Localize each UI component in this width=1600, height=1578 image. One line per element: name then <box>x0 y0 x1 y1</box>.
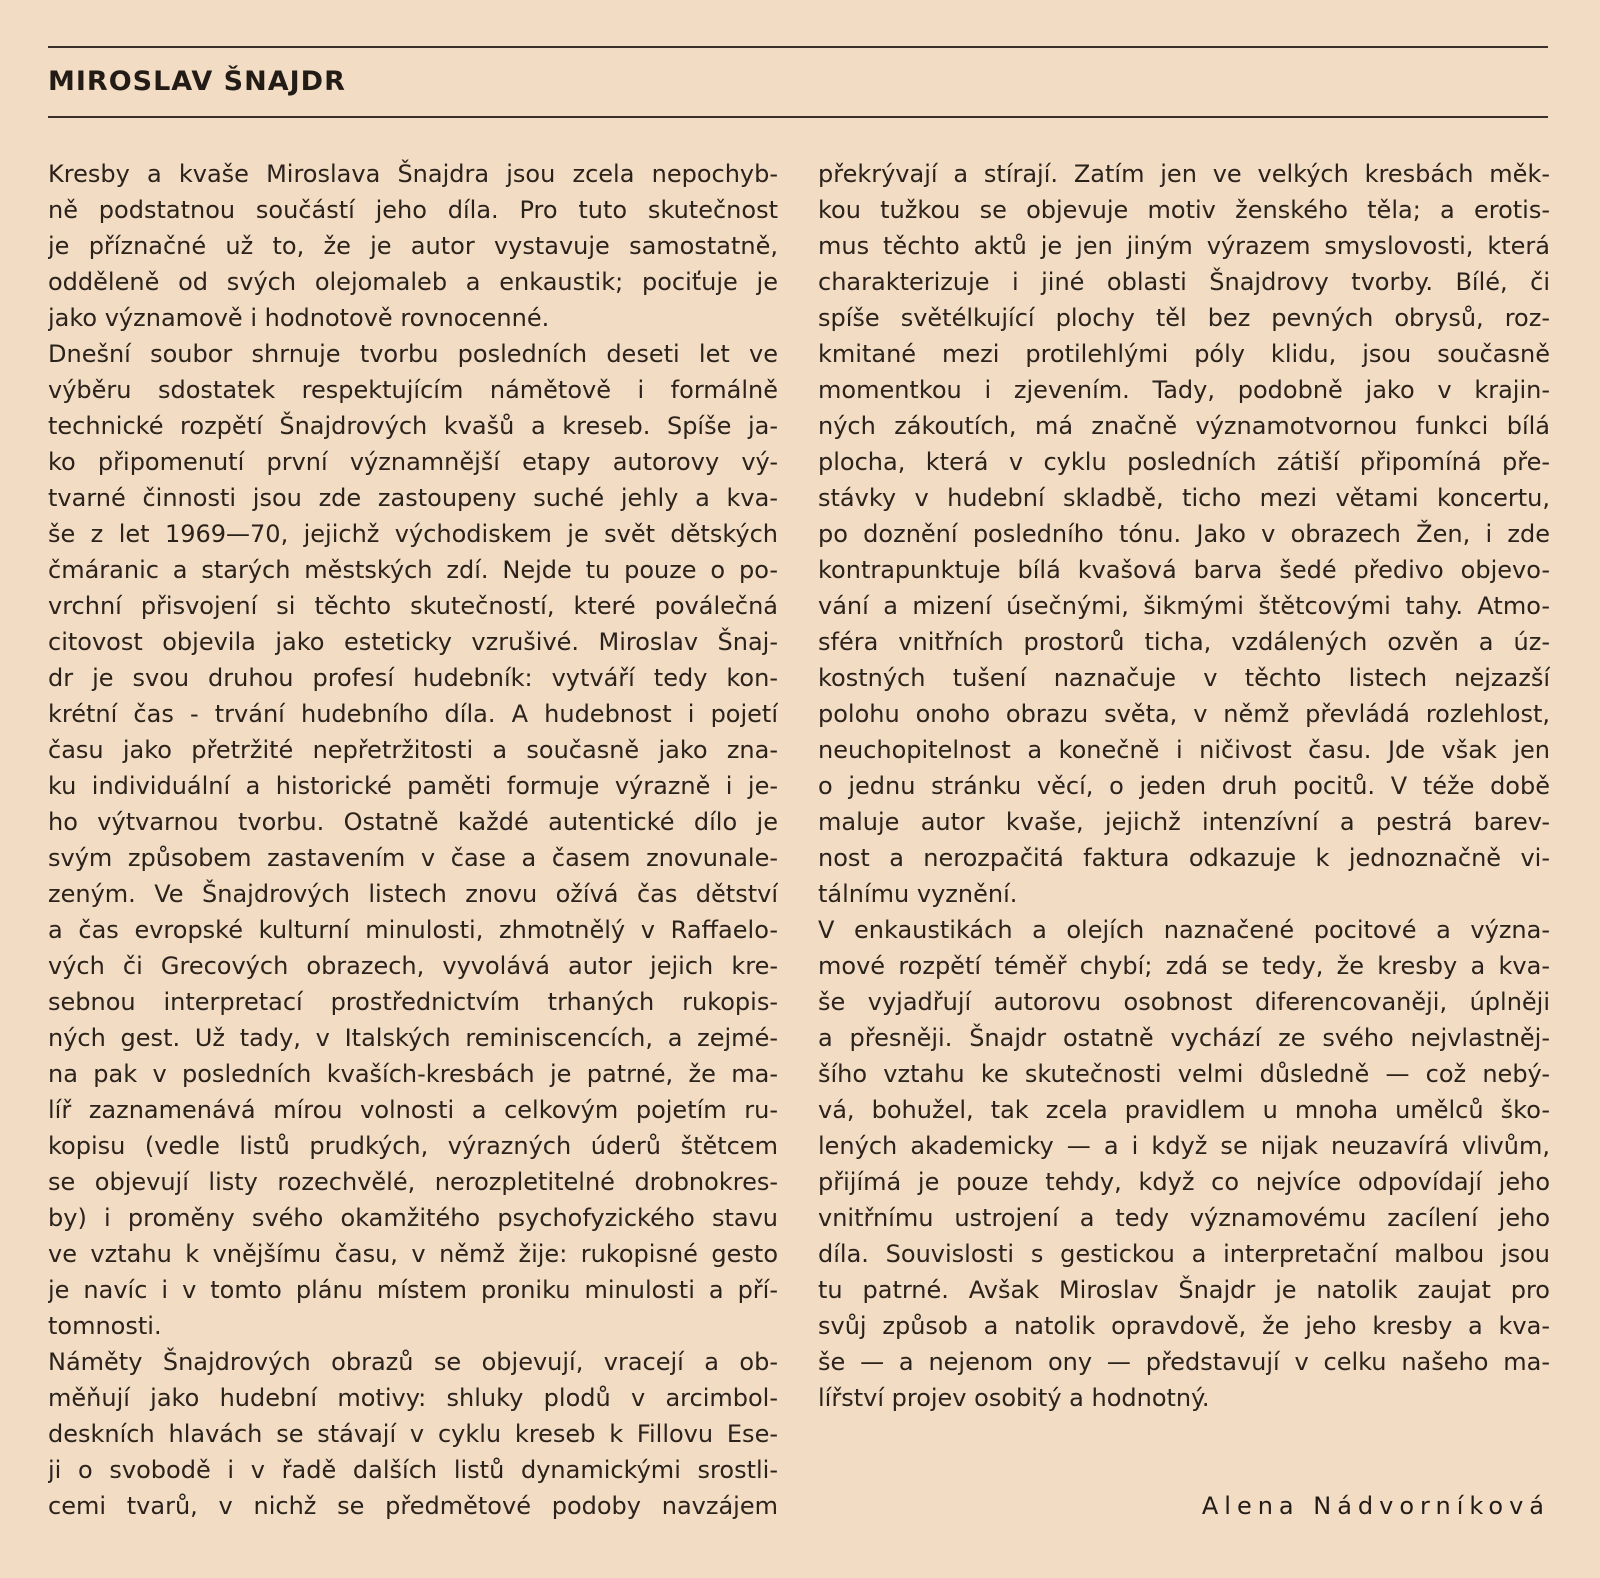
text-line: odděleně od svých olejomaleb a enkaustik; pociťuje je <box>48 268 778 296</box>
text-line: maluje autor kvaše, jejichž intenzívní a pestrá barev- <box>818 808 1550 836</box>
text-line: ných zákoutích, má značně významotvornou funkci bílá <box>818 412 1550 440</box>
text-line: stávky v hudební skladbě, ticho mezi větami koncertu, <box>818 484 1550 512</box>
text-line: kmitané mezi protilehlými póly klidu, jsou současně <box>818 340 1550 368</box>
text-line: lířství projev osobitý a hodnotný. <box>818 1384 1210 1412</box>
text-line: díla. Souvislosti s gestickou a interpretační malbou jsou <box>818 1240 1550 1268</box>
text-line: ně podstatnou součástí jeho díla. Pro tuto skutečnost <box>48 196 778 224</box>
text-line: Náměty Šnajdrových obrazů se objevují, vracejí a ob- <box>48 1348 778 1376</box>
left-text-column <box>48 156 778 1524</box>
text-line: vá, bohužel, tak zcela pravidlem u mnoha umělců ško- <box>818 1096 1550 1124</box>
text-line: by) i proměny svého okamžitého psychofyzického stavu <box>48 1204 778 1232</box>
text-line: vrchní přisvojení si těchto skutečností, které poválečná <box>48 592 778 620</box>
text-line: tálnímu vyznění. <box>818 880 1018 908</box>
text-line: o jednu stránku věcí, o jeden druh pocitů. V téže době <box>818 772 1550 800</box>
text-line: vých či Grecových obrazech, vyvolává autor jejich kre- <box>48 952 778 980</box>
text-line: přijímá je pouze tehdy, když co nejvíce odpovídají jeho <box>818 1168 1550 1196</box>
text-line: kou tužkou se objevuje motiv ženského těla; a erotis- <box>818 196 1550 224</box>
text-line: momentkou i zjevením. Tady, podobně jako v krajin- <box>818 376 1550 404</box>
text-line: překrývají a stírají. Zatím jen ve velkých kresbách měk- <box>818 160 1550 188</box>
text-line: tomnosti. <box>48 1312 162 1340</box>
text-line: mové rozpětí téměř chybí; zdá se tedy, že kresby a kva- <box>818 952 1550 980</box>
text-line: kostných tušení naznačuje v těchto listech nejzazší <box>818 664 1550 692</box>
text-line: V enkaustikách a olejích naznačené pocitové a význa- <box>818 916 1550 944</box>
text-line: ve vztahu k vnějšímu času, v němž žije: rukopisné gesto <box>48 1240 778 1268</box>
text-line: deskních hlavách se stávají v cyklu kreseb k Fillovu Ese- <box>48 1420 778 1448</box>
text-line: vání a mizení úsečnými, šikmými štětcovými tahy. Atmo- <box>818 592 1550 620</box>
text-line: ho výtvarnou tvorbu. Ostatně každé autentické dílo je <box>48 808 778 836</box>
text-line: ku individuální a historické paměti formuje výrazně i je- <box>48 772 778 800</box>
author-signature: Alena Nádvorníková <box>1201 1492 1550 1520</box>
text-line: Kresby a kvaše Miroslava Šnajdra jsou zcela nepochyb- <box>48 160 778 188</box>
text-line: sféra vnitřních prostorů ticha, vzdálených ozvěn a úz- <box>818 628 1550 656</box>
text-line: tu patrné. Avšak Miroslav Šnajdr je natolik zaujat pro <box>818 1276 1550 1304</box>
text-line: a čas evropské kulturní minulosti, zhmotnělý v Raffaelo- <box>48 916 778 944</box>
text-line: mus těchto aktů je jen jiným výrazem smyslovosti, která <box>818 232 1550 260</box>
text-line: še — a nejenom ony — představují v celku našeho ma- <box>818 1348 1550 1376</box>
text-line: šího vztahu ke skutečnosti velmi důsledně — což nebý- <box>818 1060 1550 1088</box>
text-line: dr je svou druhou profesí hudebník: vytváří tedy kon- <box>48 664 778 692</box>
text-line: vnitřnímu ustrojení a tedy významovému zacílení jeho <box>818 1204 1550 1232</box>
text-line: Dnešní soubor shrnuje tvorbu posledních deseti let ve <box>48 340 778 368</box>
text-line: neuchopitelnost a konečně i ničivost času. Jde však jen <box>818 736 1550 764</box>
text-line: polohu onoho obrazu světa, v němž převládá rozlehlost, <box>818 700 1550 728</box>
text-line: lených akademicky — a i když se nijak neuzavírá vlivům, <box>818 1132 1550 1160</box>
text-line: je navíc i v tomto plánu místem proniku minulosti a pří- <box>48 1276 778 1304</box>
text-line: ko připomenutí první významnější etapy autorovy vý- <box>48 448 778 476</box>
text-line: ji o svobodě i v řadě dalších listů dynamickými srostli- <box>48 1456 778 1484</box>
text-line: času jako přetržité nepřetržitosti a současně jako zna- <box>48 736 778 764</box>
text-line: kopisu (vedle listů prudkých, výrazných úderů štětcem <box>48 1132 778 1160</box>
text-line: svůj způsob a natolik opravdově, že jeho kresby a kva- <box>818 1312 1550 1340</box>
text-line: še z let 1969—70, jejichž východiskem je svět dětských <box>48 520 778 548</box>
text-line: se objevují listy rozechvělé, nerozpletitelné drobnokres- <box>48 1168 778 1196</box>
text-line: technické rozpětí Šnajdrových kvašů a kreseb. Spíše ja- <box>48 412 778 440</box>
text-line: sebnou interpretací prostřednictvím trhaných rukopis- <box>48 988 778 1016</box>
text-line: spíše světélkující plochy těl bez pevných obrysů, roz- <box>818 304 1550 332</box>
text-line: po doznění posledního tónu. Jako v obrazech Žen, i zde <box>818 520 1550 548</box>
text-line: še vyjadřují autorovu osobnost diferencovaněji, úplněji <box>818 988 1550 1016</box>
text-line: citovost objevila jako esteticky vzrušivé. Miroslav Šnaj- <box>48 628 778 656</box>
text-line: zeným. Ve Šnajdrových listech znovu ožívá čas dětství <box>48 880 778 908</box>
text-line: je příznačné už to, že je autor vystavuje samostatně, <box>48 232 778 260</box>
text-line: kontrapunktuje bílá kvašová barva šedé předivo objevo- <box>818 556 1550 584</box>
text-line: cemi tvarů, v nichž se předmětové podoby navzájem <box>48 1492 778 1520</box>
text-line: čmáranic a starých městských zdí. Nejde tu pouze o po- <box>48 556 778 584</box>
text-line: krétní čas - trvání hudebního díla. A hudebnost i pojetí <box>48 700 778 728</box>
text-line: ných gest. Už tady, v Italských reminiscencích, a zejmé- <box>48 1024 778 1052</box>
page-title: MIROSLAV ŠNAJDR <box>48 66 346 97</box>
top-rule <box>48 46 1548 48</box>
text-line: jako významově i hodnotově rovnocenné. <box>48 304 550 332</box>
text-line: na pak v posledních kvaších-kresbách je patrné, že ma- <box>48 1060 778 1088</box>
text-line: svým způsobem zastavením v čase a časem znovunale- <box>48 844 778 872</box>
text-line: výběru sdostatek respektujícím námětově i formálně <box>48 376 778 404</box>
text-line: tvarné činnosti jsou zde zastoupeny suché jehly a kva- <box>48 484 778 512</box>
text-line: a přesněji. Šnajdr ostatně vychází ze svého nejvlastněj- <box>818 1024 1550 1052</box>
text-line: plocha, která v cyklu posledních zátiší připomíná pře- <box>818 448 1550 476</box>
text-line: charakterizuje i jiné oblasti Šnajdrovy tvorby. Bílé, či <box>818 268 1550 296</box>
text-line: líř zaznamenává mírou volnosti a celkovým pojetím ru- <box>48 1096 778 1124</box>
text-line: nost a nerozpačitá faktura odkazuje k jednoznačně vi- <box>818 844 1550 872</box>
title-underline-rule <box>48 116 1548 118</box>
text-line: měňují jako hudební motivy: shluky plodů v arcimbol- <box>48 1384 778 1412</box>
right-text-column <box>818 156 1550 1416</box>
